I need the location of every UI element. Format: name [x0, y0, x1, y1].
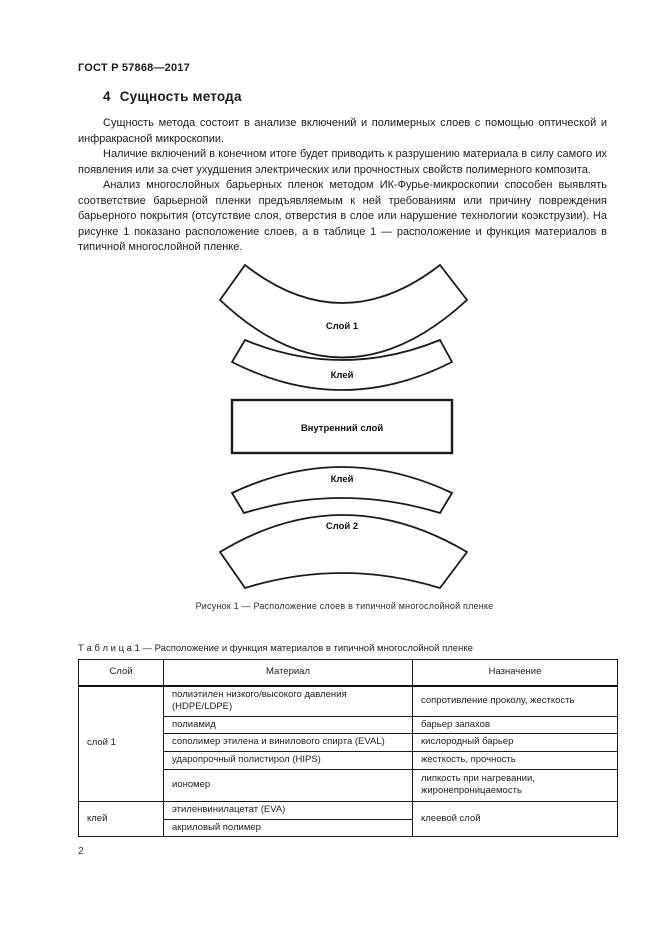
cell-material: сополимер этилена и винилового спирта (EVAL) [164, 734, 413, 752]
col-header-purpose: Назначение [413, 660, 618, 686]
cell-purpose: кислородный барьер [413, 734, 618, 752]
table-header-row [79, 660, 618, 686]
table-row [79, 801, 618, 819]
cell-purpose: липкость при нагревании, жиронепроницаемость [413, 769, 618, 801]
paragraph: Сущность метода состоит в анализе включений и полимерных слоев с помощью оптической и инфракрасной микроскопии. [78, 117, 607, 145]
cell-purpose: жесткость, прочность [413, 752, 618, 770]
inner-layer-label: Внутренний слой [300, 423, 384, 434]
cell-purpose: барьер запахов [413, 716, 618, 734]
glue-top-label: Клей [330, 370, 354, 381]
layer2-label: Слой 2 [325, 521, 359, 532]
cell-layer-group: слой 1 [79, 686, 164, 802]
figure-caption: Рисунок 1 — Расположение слоев в типичной многослойной пленке [195, 601, 494, 611]
cell-purpose: клеевой слой [413, 801, 618, 837]
table-row [79, 686, 618, 717]
col-header-layer: Слой [79, 660, 164, 686]
cell-material: этиленвинилацетат (EVA) [164, 801, 413, 819]
section-number: 4 [103, 89, 111, 104]
cell-material: полиэтилен низкого/высокого давления (HDPE/LDPE) [164, 686, 413, 717]
table-caption: Т а б л и ц а 1 — Расположение и функция материалов в типичной многослойной пленке [78, 643, 473, 654]
page-number: 2 [78, 845, 84, 857]
section-heading [103, 89, 242, 104]
section-title: Сущность метода [119, 89, 242, 104]
paragraph: Анализ многослойных барьерных пленок методом ИК-Фурье-микроскопии способен выявлять соответствие барьерной пленки предъявляемым к ней требованиям или причину повреждения барьерного покрытия (отсутствие слоя, отверстия в слое или нарушение технологии коэкструзии). На рисунке 1 показано расположение слоев, а в таблице 1 — расположение и функция материалов в типичной многослойной пленке. [78, 179, 607, 253]
figure-1-diagram [170, 255, 515, 600]
running-header-doc-code: ГОСТ Р 57868—2017 [78, 62, 190, 74]
paragraph: Наличие включений в конечном итоге будет приводить к разрушению материала в силу самого их появления или за счет ухудшения электрических или прочностных свойств полимерного композита. [78, 148, 607, 176]
body-text [78, 116, 607, 256]
cell-material: иономер [164, 769, 413, 801]
cell-material: ударопрочный полистирол (HIPS) [164, 752, 413, 770]
materials-table [78, 659, 618, 837]
cell-material: акриловый полимер [164, 819, 413, 837]
cell-material: полиамид [164, 716, 413, 734]
col-header-material: Материал [164, 660, 413, 686]
glue-bottom-label: Клей [330, 474, 354, 485]
layer1-label: Слой 1 [325, 321, 359, 332]
cell-layer-group: клей [79, 801, 164, 837]
cell-purpose: сопротивление проколу, жесткость [413, 686, 618, 717]
